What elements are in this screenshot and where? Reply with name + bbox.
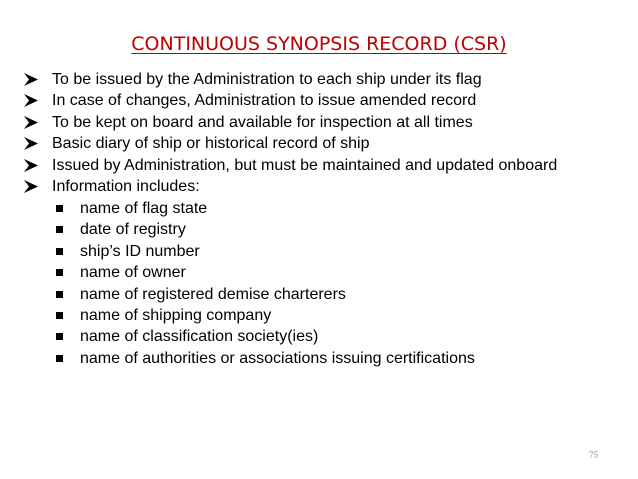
bullet-item — [24, 134, 624, 153]
sub-bullet-text: date of registry — [80, 221, 186, 239]
square-bullet-icon — [56, 291, 63, 298]
sub-bullet-item — [42, 285, 624, 304]
arrow-bullet-icon — [24, 73, 38, 86]
sub-bullet-text: name of owner — [80, 264, 186, 282]
bullet-item — [24, 113, 624, 132]
sub-bullet-text: name of shipping company — [80, 306, 272, 324]
page-number: 75 — [589, 450, 598, 460]
sub-bullet-text: name of flag state — [80, 199, 208, 217]
square-bullet-icon — [56, 355, 63, 362]
sub-bullet-item — [42, 220, 624, 239]
bullet-text: Issued by Administration, but must be maintained and updated onboard — [52, 156, 558, 174]
bullet-text: Basic diary of ship or historical record of ship — [52, 135, 370, 153]
sub-bullet-item — [42, 327, 624, 346]
square-bullet-icon — [56, 226, 63, 233]
bullet-list — [24, 70, 624, 370]
bullet-item — [24, 91, 624, 110]
sub-bullet-text: name of authorities or associations issuing certifications — [80, 349, 475, 367]
bullet-item — [24, 70, 624, 89]
slide-title: CONTINUOUS SYNOPSIS RECORD (CSR) — [131, 33, 507, 55]
sub-bullet-list — [52, 199, 624, 368]
square-bullet-icon — [56, 333, 63, 340]
square-bullet-icon — [56, 312, 63, 319]
bullet-text: To be kept on board and available for inspection at all times — [52, 113, 473, 131]
bullet-text: Information includes: — [52, 177, 200, 195]
arrow-bullet-icon — [24, 159, 38, 172]
arrow-bullet-icon — [24, 137, 38, 150]
sub-bullet-item — [42, 199, 624, 218]
sub-bullet-text: ship’s ID number — [80, 242, 200, 260]
sub-bullet-item — [42, 263, 624, 282]
square-bullet-icon — [56, 269, 63, 276]
arrow-bullet-icon — [24, 180, 38, 193]
bullet-item — [24, 156, 624, 175]
square-bullet-icon — [56, 248, 63, 255]
bullet-text: In case of changes, Administration to issue amended record — [52, 92, 477, 110]
sub-bullet-text: name of classification society(ies) — [80, 328, 319, 346]
bullet-item — [24, 177, 624, 368]
sub-bullet-item — [42, 349, 624, 368]
arrow-bullet-icon — [24, 116, 38, 129]
bullet-text: To be issued by the Administration to each ship under its flag — [52, 71, 482, 88]
arrow-bullet-icon — [24, 94, 38, 107]
sub-bullet-item — [42, 306, 624, 325]
sub-bullet-item — [42, 242, 624, 261]
sub-bullet-text: name of registered demise charterers — [80, 285, 346, 303]
square-bullet-icon — [56, 205, 63, 212]
